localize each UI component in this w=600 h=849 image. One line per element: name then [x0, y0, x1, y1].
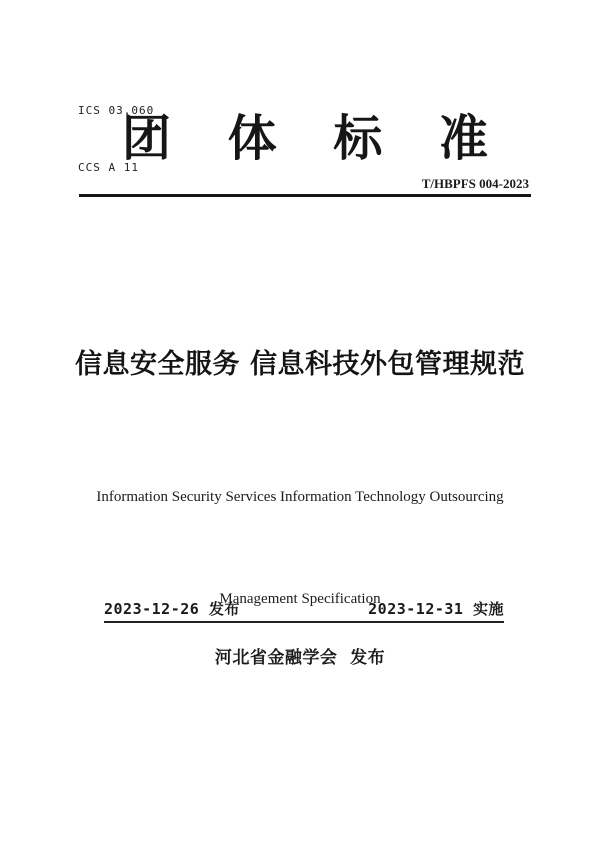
publisher-line: 河北省金融学会 发布 [214, 648, 386, 668]
document-title-zh: 信息安全服务 信息科技外包管理规范 [75, 349, 525, 380]
date-row [104, 600, 504, 623]
standard-type-char: 体 [227, 110, 277, 167]
standard-type-char: 标 [333, 110, 383, 167]
document-title-en-line2: Management Specification [219, 591, 381, 607]
issue-date: 2023-12-26 发布 [104, 600, 240, 618]
header-rule [79, 194, 531, 197]
standard-type-heading [122, 110, 488, 167]
implementation-date: 2023-12-31 实施 [368, 600, 504, 618]
ccs-code: CCS A 11 [78, 161, 139, 174]
document-title-en-line1: Information Security Services Information Technology Outsourcing [96, 489, 504, 505]
standard-number: T/HBPFS 004-2023 [421, 176, 529, 191]
ics-code: ICS 03.060 [78, 104, 155, 117]
standard-type-char: 准 [438, 110, 488, 167]
standard-type-char: 团 [122, 110, 172, 167]
